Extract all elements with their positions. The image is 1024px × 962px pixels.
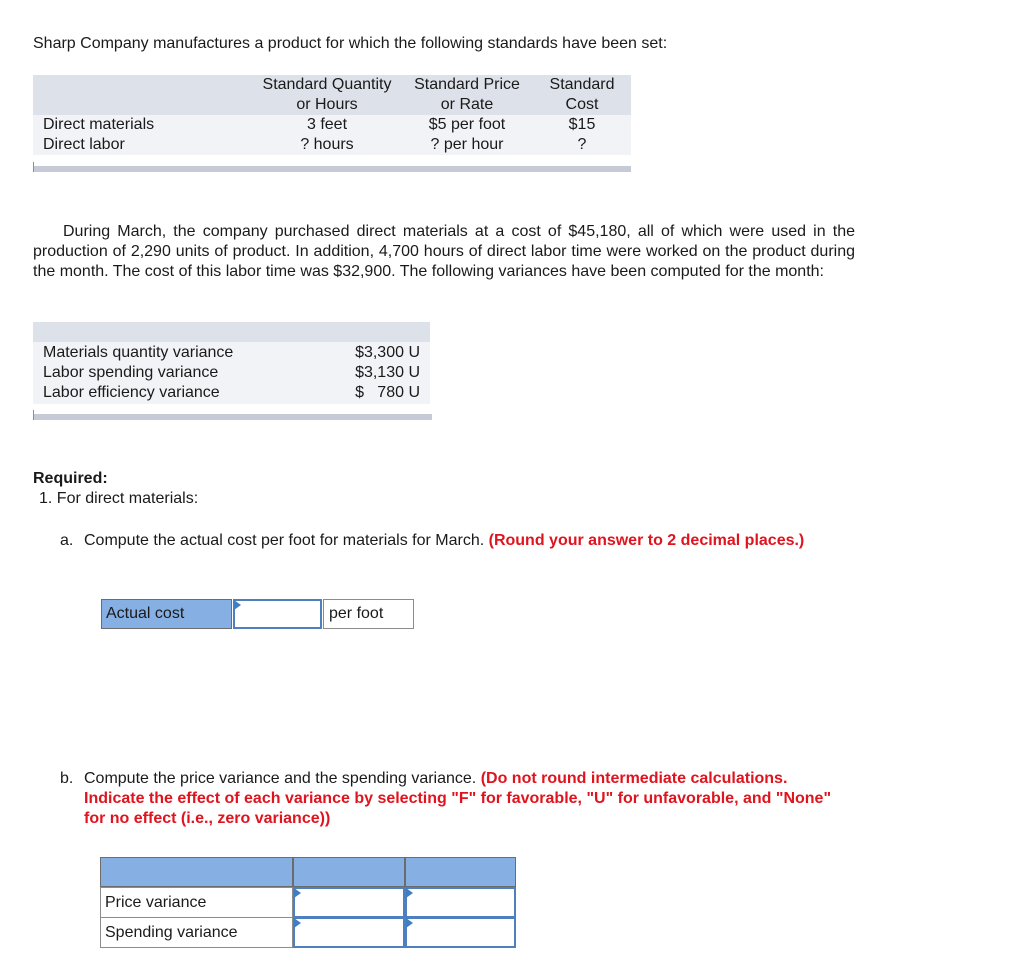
variance-answer-header: [100, 857, 293, 887]
input-flag-icon: [294, 888, 301, 898]
question-a-label: a.: [60, 532, 74, 549]
question-a-note: (Round your answer to 2 decimal places.): [488, 532, 805, 549]
row-quantity: ? hours: [300, 136, 354, 153]
question-b-label: b.: [60, 770, 74, 787]
spending-variance-effect-select[interactable]: [405, 917, 516, 948]
row-price: ? per hour: [430, 136, 504, 153]
price-variance-label: Price variance: [100, 887, 293, 918]
header-std-price: Standard Price: [414, 76, 520, 93]
row-cost: $15: [568, 116, 596, 133]
variance-label: Labor spending variance: [43, 364, 219, 381]
table-divider: [33, 414, 432, 420]
input-flag-icon: [234, 600, 241, 610]
table-row: [33, 115, 631, 135]
price-variance-amount-input[interactable]: [293, 887, 405, 918]
variance-answer-header: [405, 857, 516, 887]
table-row: [33, 343, 430, 363]
actual-cost-input[interactable]: [233, 599, 322, 629]
variance-table-header: [33, 322, 430, 342]
question-b-text: Compute the price variance and the spending variance.: [84, 770, 477, 787]
table-row: [33, 135, 631, 155]
actual-cost-label: Actual cost: [101, 599, 232, 629]
row-price: $5 per foot: [428, 116, 506, 133]
spending-variance-label: Spending variance: [100, 917, 293, 948]
input-flag-icon: [406, 918, 413, 928]
problem-paragraph: [33, 222, 855, 282]
row-label: Direct labor: [43, 136, 125, 153]
row-label: Direct materials: [43, 116, 155, 133]
variance-label: Materials quantity variance: [43, 344, 234, 361]
input-flag-icon: [406, 888, 413, 898]
price-variance-effect-select[interactable]: [405, 887, 516, 918]
header-std-quantity-2: or Hours: [296, 96, 358, 113]
table-row: [33, 363, 430, 383]
problem-text: During March, the company purchased direct materials at a cost of $45,180, all of which were used in the production of 2,290 units of product. In addition, 4,700 hours of direct labor time were worked on the product during the month. The cost of this labor time was $32,900. The following variances have been computed for the month:: [33, 223, 855, 280]
required-item-1: 1. For direct materials:: [39, 490, 199, 507]
required-heading: Required:: [33, 470, 108, 487]
standards-table-header: [33, 75, 631, 115]
standards-table: [33, 75, 631, 155]
variance-label: Labor efficiency variance: [43, 384, 220, 401]
row-cost: ?: [577, 136, 587, 153]
header-std-price-2: or Rate: [440, 96, 494, 113]
input-flag-icon: [294, 918, 301, 928]
actual-cost-unit: per foot: [323, 599, 414, 629]
question-b: [60, 769, 850, 829]
spending-variance-amount-input[interactable]: [293, 917, 405, 948]
table-divider: [33, 166, 631, 172]
intro-text: Sharp Company manufactures a product for which the following standards have been set:: [33, 35, 668, 52]
variance-value: $3,130 U: [355, 364, 420, 381]
header-std-cost: Standard: [549, 76, 615, 93]
question-a: [60, 531, 820, 551]
variance-value: $ 780 U: [355, 384, 420, 401]
table-row: [33, 383, 430, 403]
variance-answer-header: [293, 857, 405, 887]
row-quantity: 3 feet: [306, 116, 348, 133]
variance-table: [33, 322, 430, 414]
header-std-cost-2: Cost: [565, 96, 599, 113]
question-b-note: (Do not round intermediate calculations. Indicate the effect of each variance by selecting "F" for favorable, "U" for unfavorable, and "None" for no effect (i.e., zero variance)): [84, 770, 832, 827]
question-a-text: Compute the actual cost per foot for materials for March.: [84, 532, 485, 549]
header-std-quantity: Standard Quantity: [262, 76, 392, 93]
variance-value: $3,300 U: [355, 344, 420, 361]
